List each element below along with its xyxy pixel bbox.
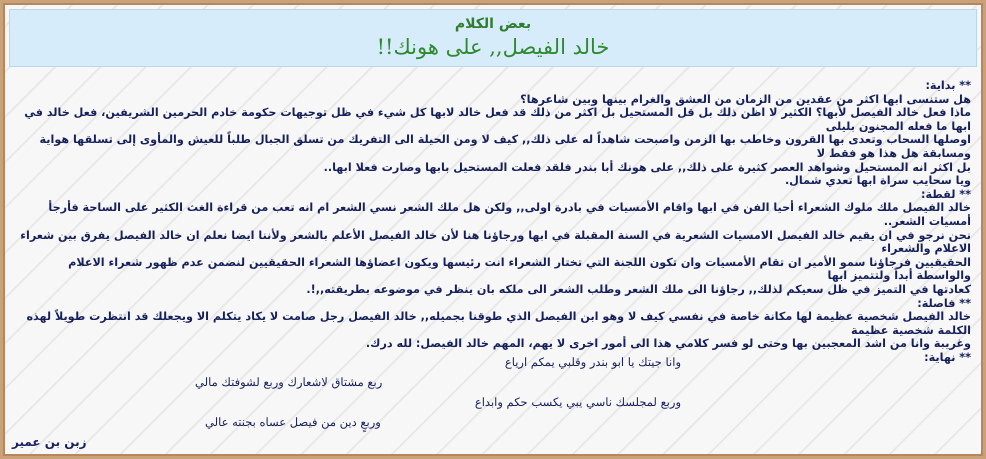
paragraph-line: ويا سحايب سراة ابها تعدي شمال.	[784, 174, 971, 188]
paragraph-line: نحن نرجو في ان يقيم خالد الفيصل الامسيات الشعرية في السنة المقبلة في ابها ورجاؤنا هنا لأن خالد الفيصل الأعلم بالشعر ولأننا ايضا نعلم ان خالد الفيصل يفرق بين شعراء الاعلام والشعراء	[20, 228, 971, 256]
paragraph-line: اوصلها السحاب وتعدى بها القرون وخاطب بها الزمن واصبحت شاهداً له على ذلك,, كيف لا ومن الحيلة الى التفريك من تسلق الجبال طلباً للعيش والمأوى إلى تسلقها هواية ومسابقة هل هذا هو فقط لا	[39, 133, 971, 160]
article-body	[11, 79, 971, 364]
paragraph-line: وغريبة وانا من اشد المعجبين بها وحتى لو فسر كلامي هذا الى أمور اخرى لا يهم، المهم خالد الفيصل: لله درك.	[365, 337, 971, 351]
column-title: بعض الكلام	[454, 16, 532, 32]
article-header	[9, 9, 977, 67]
section-heading-bidaya: ** بداية:	[925, 79, 971, 92]
section-heading-fasila: ** فاصلة:	[917, 296, 971, 310]
paragraph-line: كعادتها في التميز في ظل سعيكم لذلك,, رجاؤنا الى ملك الشعر وطلب الشعر الى ملكه بان ينظر في موضوعه بطريقته,,!.	[306, 282, 971, 296]
poem-verse-2-first-half: وربع لمجلسك ناسي يبي يكسب حكم وابداع	[474, 395, 681, 409]
author-name: زبن بن عمير	[12, 435, 87, 449]
section-heading-nihaya: ** نهاية:	[924, 350, 971, 364]
closing-poem	[65, 355, 681, 427]
section-heading-lakta: ** لقطة:	[920, 187, 971, 201]
poem-verse-1-first-half: وانا جيتك يا ابو بندر وقلبي يمكم ارياع	[504, 355, 681, 369]
paragraph-line: خالد الفيصل ملك ملوك الشعراء أحيا الفن في ابها واقام الأمسيات في بادرة اولى,, ولكن هل ملك الشعر نسي الشعر ام انه تعب من قراءة الغث الكثير على الساحة فأرجأ أمسيات الشعر..	[48, 201, 971, 228]
paragraph-line: هل ستنسى ابها اكثر من عقدين من الزمان من العشق والغرام بينها وبين شاعرها؟	[520, 92, 971, 106]
paragraph-line: ماذا فعل خالد الفيصل لأبها؟ الكثير لا اظن ذلك بل قل المستحيل بل اكثر من ذلك قد فعل خالد لابها كل شيء في ظل توجيهات حكومة خادم الحرمين الشريفين، فعل خالد في ابها ما فعله المجنون بليلى	[24, 106, 971, 133]
paragraph-line: الحقيقيين فرجاؤنا سمو الأمير ان تقام الأمسيات وان تكون اللجنة التي تختار الشعراء انت رئيسها ويكون اعضاؤها الشعراء الحقيقيين لنضمن عدم ظهور شعراء الاعلام والواسطة أبداً ولتتميز ابها	[68, 255, 971, 283]
poem-verse-2-second-half: وربعٍ دين من فيصل عساه بجنته عالي	[205, 415, 381, 429]
paragraph-line: بل اكثر انه المستحيل وشواهد العصر كثيرة على ذلك,, على هونك أبا بندر فلقد فعلت المستحيل بابها وصارت فعلا ابها..	[323, 160, 971, 174]
poem-verse-1-second-half: ربع مشتاق لاشعارك وربع لشوفتك مالي	[195, 375, 383, 389]
article-headline: خالد الفيصل,, على هونك!!	[376, 35, 610, 59]
paragraph-line: خالد الفيصل شخصية عظيمة لها مكانة خاصة في نفسي كيف لا وهو ابن الفيصل الذي طوقنا بجميله,, خالد الفيصل رجل صامت لا يكاد يتكلم الا ويجعلك قد انتظرت طويلاً لهذه الكلمة شخصية عظيمة	[26, 310, 971, 337]
article-frame	[3, 3, 983, 456]
